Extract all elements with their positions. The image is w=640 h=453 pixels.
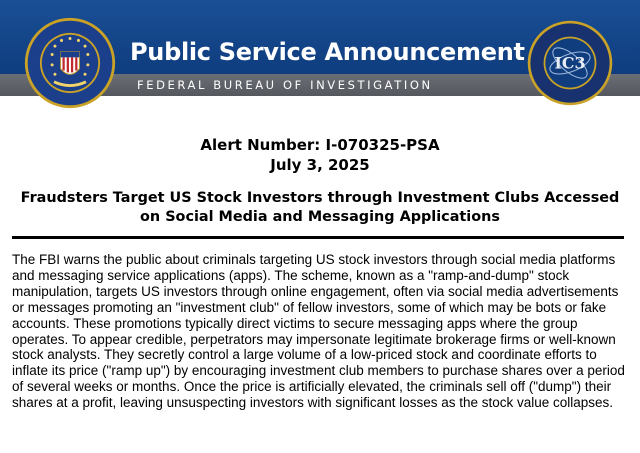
body-paragraph: The FBI warns the public about criminals targeting US stock investors through social media platforms and messaging service applications (apps). The scheme, known as a "ramp-and-dump" stock manipulation, targets US investors through online engagement, often via social media advertisements or messages promoting an "investment club" of fellow investors, some of which may be bots or fake accounts. These promotions typically direct victims to secure messaging apps where the group operates. To appear credible, perpetrators may impersonate legitimate brokerage firms or well-known stock analysts. They secretly control a large volume of a low-priced stock and coordinate efforts to inflate its price ("ramp up") by encouraging investment club members to purchase shares over a period of several weeks or months. Once the price is artificially elevated, the criminals sell off ("dump") their shares at a profit, leaving unsuspecting investors with significant losses as the stock value collapses. (12, 252, 625, 411)
banner-subtitle: FEDERAL BUREAU OF INVESTIGATION (137, 78, 433, 92)
divider (12, 236, 624, 239)
alert-date: July 3, 2025 (270, 156, 370, 174)
headline: Fraudsters Target US Stock Investors through Investment Clubs Accessed on Social Media and Messaging Applications (20, 190, 620, 225)
fbi-seal-icon (23, 16, 117, 110)
ic3-seal-mark: IC3 (554, 53, 586, 73)
alert-number: Alert Number: I-070325-PSA (200, 136, 440, 154)
ic3-seal-icon (526, 19, 614, 107)
banner-title: Public Service Announcement (130, 38, 525, 66)
